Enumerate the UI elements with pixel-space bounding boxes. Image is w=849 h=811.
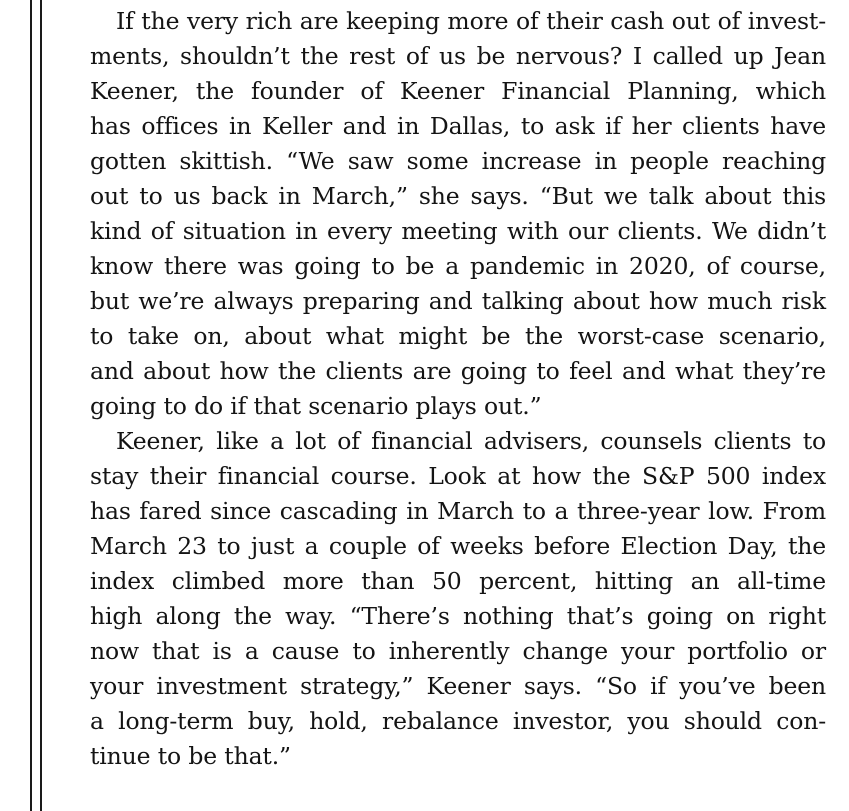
text-line: to take on, about what might be the worst-case scenario, bbox=[90, 322, 826, 350]
text-line: now that is a cause to inherently change your portfolio or bbox=[90, 637, 826, 665]
text-line: Keener, the founder of Keener Financial Planning, which bbox=[90, 77, 826, 105]
text-line: high along the way. “There’s nothing that’s going on right bbox=[90, 602, 826, 630]
text-line: March 23 to just a couple of weeks before Election Day, the bbox=[90, 532, 826, 560]
text-line: your investment strategy,” Keener says. “So if you’ve been bbox=[90, 672, 826, 700]
text-line: kind of situation in every meeting with our clients. We didn’t bbox=[90, 217, 826, 245]
text-line: has fared since cascading in March to a three-year low. From bbox=[90, 497, 826, 525]
text-line: has offices in Keller and in Dallas, to ask if her clients have bbox=[90, 112, 826, 140]
column-rule-left bbox=[30, 0, 32, 811]
text-line: If the very rich are keeping more of their cash out of invest- bbox=[116, 7, 826, 35]
text-line: stay their financial course. Look at how the S&P 500 index bbox=[90, 462, 826, 490]
paragraph-1 bbox=[90, 4, 826, 424]
article-column bbox=[90, 4, 826, 774]
text-line: Keener, like a lot of financial advisers, counsels clients to bbox=[116, 427, 826, 455]
paragraph-2 bbox=[90, 424, 826, 774]
text-line: going to do if that scenario plays out.” bbox=[90, 392, 542, 420]
text-line: gotten skittish. “We saw some increase in people reaching bbox=[90, 147, 826, 175]
text-line: and about how the clients are going to feel and what they’re bbox=[90, 357, 826, 385]
text-line: but we’re always preparing and talking about how much risk bbox=[90, 287, 826, 315]
text-line: out to us back in March,” she says. “But we talk about this bbox=[90, 182, 826, 210]
text-line: tinue to be that.” bbox=[90, 742, 291, 770]
text-line: know there was going to be a pandemic in 2020, of course, bbox=[90, 252, 826, 280]
column-rule-right bbox=[40, 0, 42, 811]
text-line: index climbed more than 50 percent, hitting an all-time bbox=[90, 567, 826, 595]
text-line: a long-term buy, hold, rebalance investor, you should con- bbox=[90, 707, 826, 735]
text-line: ments, shouldn’t the rest of us be nervous? I called up Jean bbox=[90, 42, 826, 70]
